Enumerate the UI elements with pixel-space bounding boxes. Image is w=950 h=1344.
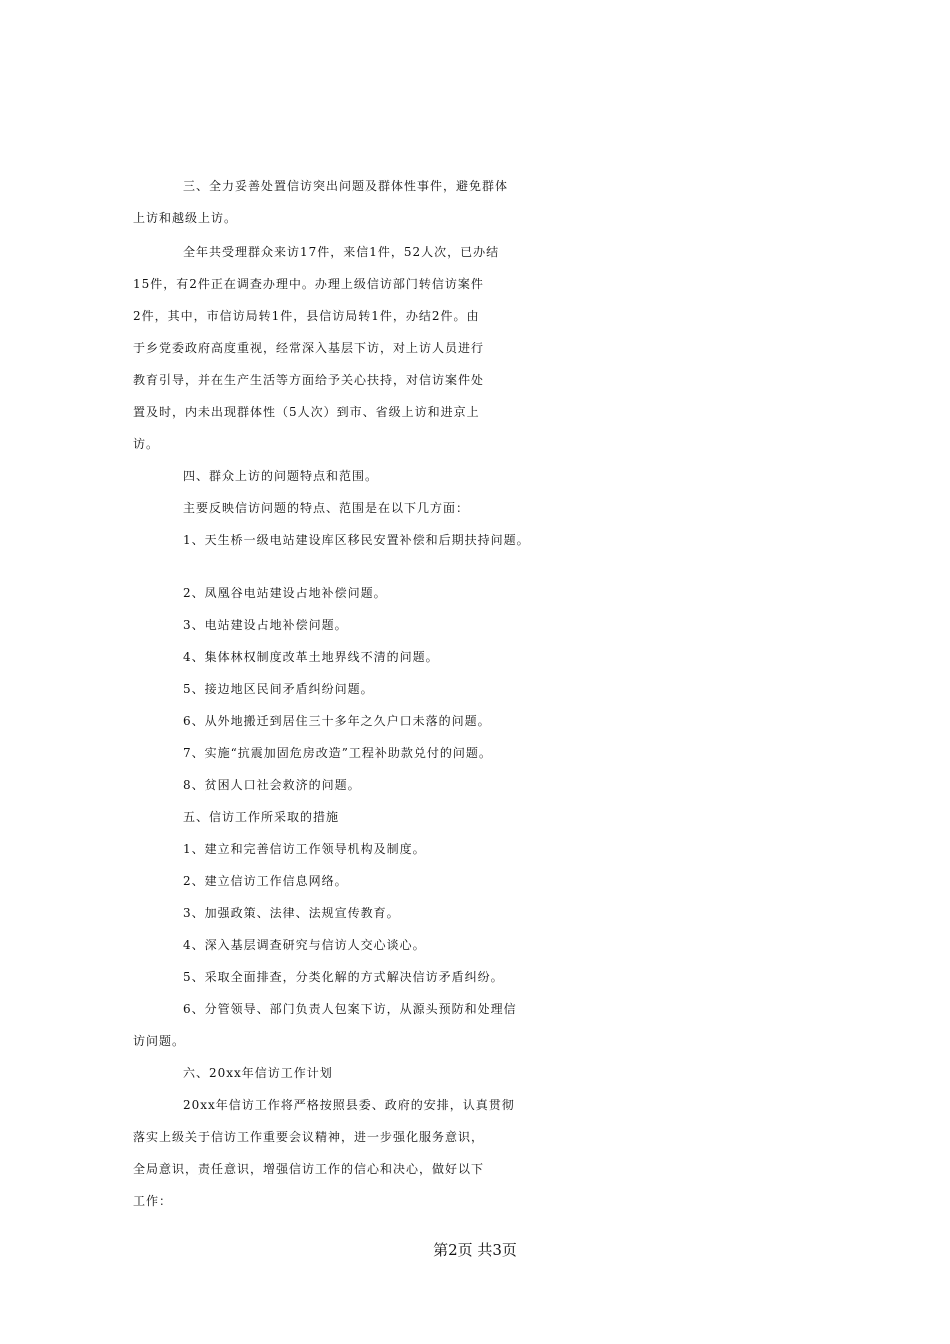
paragraph-line: 全局意识，责任意识，增强信访工作的信心和决心，做好以下 — [133, 1162, 485, 1176]
list-item: 8、贫困人口社会救济的问题。 — [183, 778, 361, 792]
section-heading: 五、信访工作所采取的措施 — [183, 810, 340, 824]
paragraph-line: 访。 — [133, 437, 160, 451]
paragraph-line: 上访和越级上访。 — [133, 211, 238, 225]
list-item: 7、实施“抗震加固危房改造”工程补助款兑付的问题。 — [183, 746, 492, 760]
paragraph-line: 落实上级关于信访工作重要会议精神，进一步强化服务意识， — [133, 1130, 485, 1144]
list-item: 2、凤凰谷电站建设占地补偿问题。 — [183, 586, 387, 600]
page-footer: 第2页 共3页 — [433, 1241, 517, 1259]
list-item: 5、采取全面排查，分类化解的方式解决信访矛盾纠纷。 — [183, 970, 504, 984]
paragraph-line: 于乡党委政府高度重视，经常深入基层下访，对上访人员进行 — [133, 341, 485, 355]
list-item: 5、接边地区民间矛盾纠纷问题。 — [183, 682, 374, 696]
paragraph-line: 主要反映信访问题的特点、范围是在以下几方面： — [183, 501, 470, 515]
list-item: 4、集体林权制度改革土地界线不清的问题。 — [183, 650, 439, 664]
list-item: 6、从外地搬迁到居住三十多年之久户口未落的问题。 — [183, 714, 491, 728]
paragraph-line: 15件，有2件正在调查办理中。办理上级信访部门转信访案件 — [133, 277, 484, 291]
paragraph-line: 三、全力妥善处置信访突出问题及群体性事件，避免群体 — [183, 179, 509, 193]
list-item: 6、分管领导、部门负责人包案下访，从源头预防和处理信 — [183, 1002, 517, 1016]
section-heading: 四、群众上访的问题特点和范围。 — [183, 469, 379, 483]
paragraph-line: 工作： — [133, 1194, 173, 1208]
list-item: 3、电站建设占地补偿问题。 — [183, 618, 348, 632]
paragraph-line: 2件，其中，市信访局转1件，县信访局转1件，办结2件。由 — [133, 309, 480, 323]
paragraph-line: 全年共受理群众来访17件，来信1件，52人次，已办结 — [183, 245, 500, 259]
list-item: 1、建立和完善信访工作领导机构及制度。 — [183, 842, 426, 856]
list-item: 1、天生桥一级电站建设库区移民安置补偿和后期扶持问题。 — [183, 533, 530, 547]
paragraph-line: 20xx年信访工作将严格按照县委、政府的安排，认真贯彻 — [183, 1098, 515, 1112]
list-item: 4、深入基层调查研究与信访人交心谈心。 — [183, 938, 426, 952]
paragraph-line: 访问题。 — [133, 1034, 186, 1048]
list-item: 3、加强政策、法律、法规宣传教育。 — [183, 906, 400, 920]
list-item: 2、建立信访工作信息网络。 — [183, 874, 348, 888]
paragraph-line: 教育引导，并在生产生活等方面给予关心扶持，对信访案件处 — [133, 373, 485, 387]
paragraph-line: 置及时，内未出现群体性（5人次）到市、省级上访和进京上 — [133, 405, 480, 419]
section-heading: 六、20xx年信访工作计划 — [183, 1066, 333, 1080]
